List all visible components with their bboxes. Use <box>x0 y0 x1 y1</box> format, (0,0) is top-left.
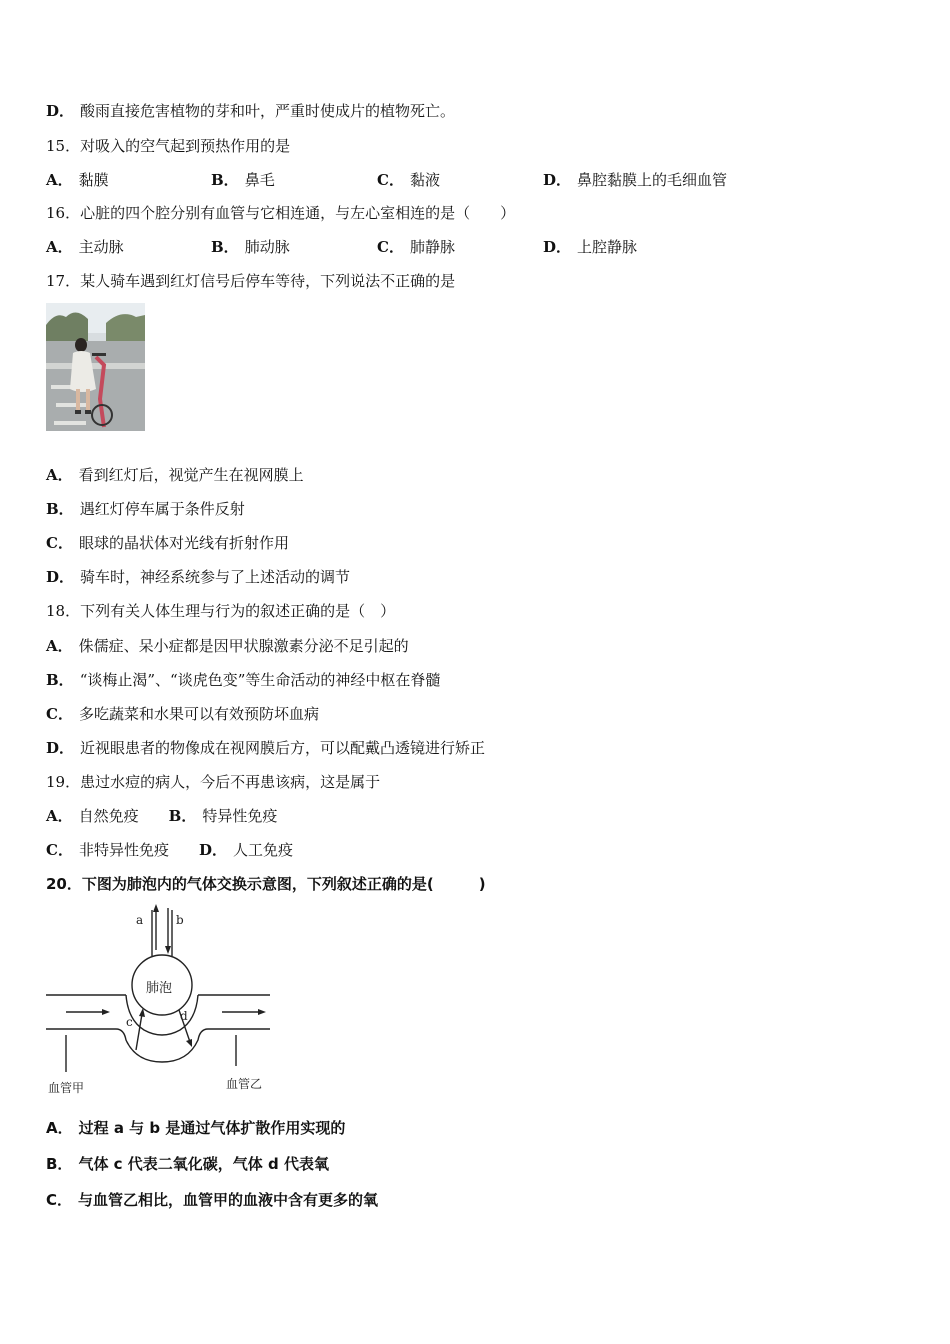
option-text: 遇红灯停车属于条件反射 <box>79 500 245 518</box>
q20-option-b <box>46 1154 329 1174</box>
label-b: b <box>176 913 184 927</box>
option-text: 自然免疫 <box>78 807 139 825</box>
q19-options-row-1 <box>46 806 277 826</box>
option-label: A． <box>46 807 73 825</box>
option-text: 侏儒症、呆小症都是因甲状腺激素分泌不足引起的 <box>78 637 409 655</box>
q17-stem: 17．某人骑车遇到红灯信号后停车等待，下列说法不正确的是 <box>46 272 456 290</box>
q15-option-a <box>46 170 109 190</box>
label-vessel-2: 血管乙 <box>226 1077 263 1091</box>
option-text: 特异性免疫 <box>202 807 278 825</box>
option-label: B． <box>46 500 74 518</box>
q15-option-d <box>543 170 727 190</box>
q17-option-c <box>46 533 289 553</box>
q18-option-a <box>46 636 409 656</box>
option-text: “谈梅止渴”、“谈虎色变”等生命活动的神经中枢在脊髓 <box>79 671 441 689</box>
option-label: B． <box>211 238 239 256</box>
option-label: D． <box>198 841 227 859</box>
option-text: 过程 a 与 b 是通过气体扩散作用实现的 <box>78 1119 346 1137</box>
option-label: D． <box>46 739 75 757</box>
q17-option-a <box>46 465 304 485</box>
label-d: d <box>180 1009 188 1023</box>
option-text: 与血管乙相比，血管甲的血液中含有更多的氧 <box>78 1191 379 1209</box>
option-label: A． <box>46 637 73 655</box>
option-label: D． <box>46 102 75 120</box>
label-c: c <box>126 1015 133 1029</box>
option-label: C． <box>377 238 404 256</box>
q17-option-b <box>46 499 245 519</box>
q16-option-c <box>377 237 455 257</box>
option-text: 肺静脉 <box>409 238 455 256</box>
option-label: A． <box>46 1119 73 1137</box>
option-label: C． <box>46 841 73 859</box>
option-text: 鼻腔黏膜上的毛细血管 <box>577 171 728 189</box>
option-text: 黏液 <box>409 171 440 189</box>
option-label: C． <box>46 1191 73 1209</box>
q18-option-d <box>46 738 485 758</box>
q18-option-b <box>46 670 440 690</box>
option-label: C． <box>377 171 404 189</box>
q16-option-b <box>211 237 290 257</box>
q16-option-d <box>543 237 637 257</box>
option-label: B． <box>211 171 239 189</box>
label-a: a <box>136 913 144 927</box>
option-label: B． <box>46 671 74 689</box>
q20-stem: 20．下图为肺泡内的气体交换示意图，下列叙述正确的是( ) <box>46 875 486 893</box>
option-text: 上腔静脉 <box>577 238 638 256</box>
cyclist-photo <box>46 303 145 431</box>
q14-option-d <box>46 101 455 121</box>
label-vessel-1: 血管甲 <box>48 1081 85 1095</box>
option-text: 酸雨直接危害植物的芽和叶，严重时使成片的植物死亡。 <box>80 102 456 120</box>
option-text: 人工免疫 <box>232 841 293 859</box>
option-text: 鼻毛 <box>244 171 275 189</box>
q16-stem: 16．心脏的四个腔分别有血管与它相连通，与左心室相连的是（ ） <box>46 204 516 222</box>
q20-option-a <box>46 1118 345 1138</box>
option-label: D． <box>46 568 75 586</box>
option-text: 骑车时，神经系统参与了上述活动的调节 <box>80 568 351 586</box>
option-label: C． <box>46 705 73 723</box>
option-text: 眼球的晶状体对光线有折射作用 <box>78 534 289 552</box>
option-text: 近视眼患者的物像成在视网膜后方，可以配戴凸透镜进行矫正 <box>80 739 486 757</box>
q17-option-d <box>46 567 350 587</box>
option-label: C． <box>46 534 73 552</box>
q15-stem: 15．对吸入的空气起到预热作用的是 <box>46 137 291 155</box>
q15-option-b <box>211 170 275 190</box>
option-label: B． <box>168 807 197 825</box>
q19-stem: 19．患过水痘的病人，今后不再患该病，这是属于 <box>46 773 381 791</box>
label-alveolus: 肺泡 <box>146 981 173 996</box>
q16-option-a <box>46 237 124 257</box>
option-text: 多吃蔬菜和水果可以有效预防坏血病 <box>78 705 319 723</box>
option-label: D． <box>543 171 572 189</box>
alveolus-gas-exchange-diagram <box>44 902 280 1098</box>
option-label: A． <box>46 171 73 189</box>
option-label: D． <box>543 238 572 256</box>
option-label: A． <box>46 238 73 256</box>
option-text: 非特异性免疫 <box>78 841 169 859</box>
q19-options-row-2 <box>46 840 293 860</box>
option-text: 看到红灯后，视觉产生在视网膜上 <box>78 466 304 484</box>
option-text: 黏膜 <box>78 171 109 189</box>
option-text: 肺动脉 <box>244 238 290 256</box>
option-text: 主动脉 <box>78 238 124 256</box>
option-label: B． <box>46 1155 73 1173</box>
option-label: A． <box>46 466 73 484</box>
q18-stem: 18．下列有关人体生理与行为的叙述正确的是（ ） <box>46 602 396 620</box>
q20-option-c <box>46 1190 378 1210</box>
option-text: 气体 c 代表二氧化碳，气体 d 代表氧 <box>78 1155 329 1173</box>
q15-option-c <box>377 170 440 190</box>
q18-option-c <box>46 704 319 724</box>
